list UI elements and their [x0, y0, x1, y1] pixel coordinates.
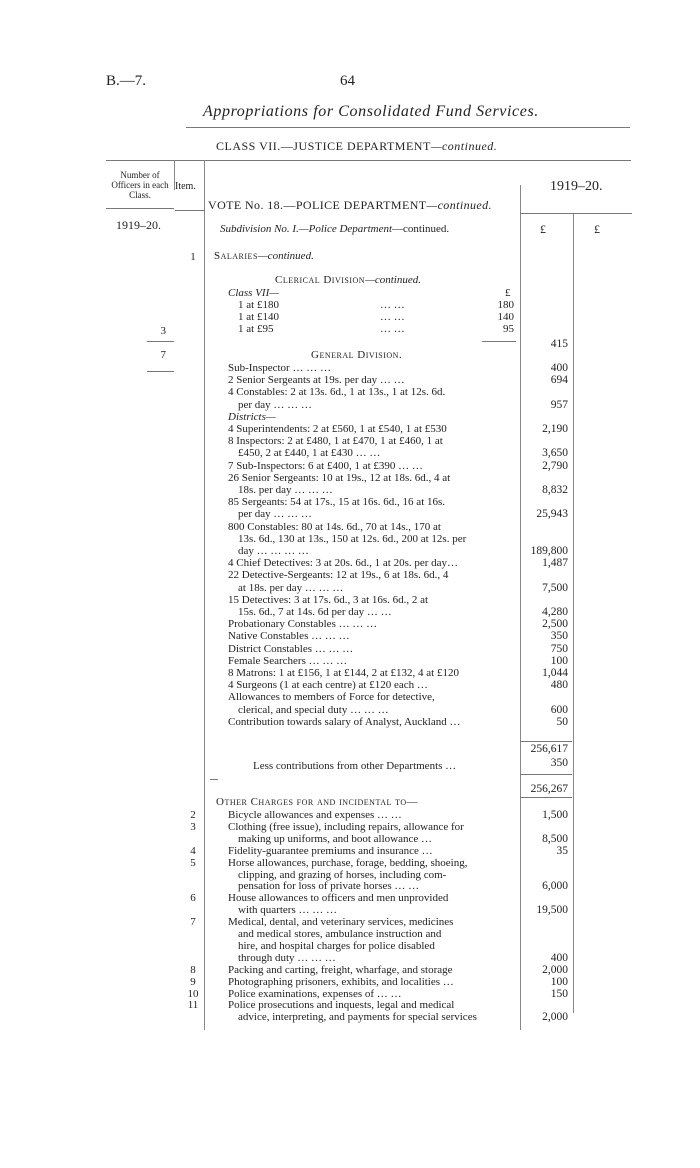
item-number: 5 [190, 856, 196, 869]
table-row [0, 845, 700, 857]
class-heading [216, 139, 497, 154]
pound-sign-col1: £ [540, 222, 546, 236]
row-description: advice, interpreting, and payments for special services [238, 1011, 477, 1024]
row-amount: 2,500 [542, 618, 568, 631]
row-description: per day … … … [238, 508, 312, 521]
table-row [0, 411, 700, 423]
row-description: 18s. per day … … … [238, 484, 333, 496]
net-rule-top [520, 774, 572, 775]
row-description: 2 Senior Sergeants at 19s. per day … … [228, 374, 405, 387]
page-number: 64 [340, 73, 355, 89]
table-row [0, 880, 700, 892]
row-amount: 2,000 [542, 1011, 568, 1024]
row-description: Districts— [228, 410, 276, 423]
class-heading-text: CLASS VII.—JUSTICE DEPARTMENT [216, 139, 431, 153]
row-description: £450, 2 at £440, 1 at £430 … … [238, 447, 381, 460]
row-description: 13s. 6d., 130 at 13s., 150 at 12s. 6d., 200 at 12s. per [238, 532, 467, 545]
row-description: clerical, and special duty … … … [238, 703, 389, 716]
salaries-net-total: 256,267 [530, 783, 568, 795]
row-description: Police prosecutions and inquests, legal and medical [228, 999, 455, 1012]
row-amount: 957 [550, 398, 568, 411]
row-amount: 6,000 [542, 880, 568, 893]
clerical-row-value: 180 [497, 299, 514, 311]
table-row [0, 809, 700, 821]
table-row [0, 399, 700, 411]
row-amount: 189,800 [530, 545, 568, 557]
row-amount: 19,500 [536, 904, 568, 917]
table-row [0, 435, 700, 447]
row-amount: 480 [550, 679, 568, 692]
table-row [0, 1011, 700, 1023]
row-amount: 350 [550, 630, 568, 643]
clerical-row-value: 140 [497, 311, 514, 323]
table-row [0, 999, 700, 1011]
table-row [0, 508, 700, 520]
row-description: 4 Surgeons (1 at each centre) at £120 each … [228, 679, 428, 692]
row-amount: 8,832 [542, 484, 568, 496]
row-amount: 2,190 [542, 423, 568, 435]
row-description: Clothing (free issue), including repairs, allowance for [228, 820, 464, 833]
table-row [0, 679, 700, 691]
other-charges-heading: Other Charges for and incidental to— [216, 796, 419, 808]
row-amount: 694 [550, 374, 568, 387]
row-amount: 1,487 [542, 557, 568, 570]
clerical-row-dots: … … [380, 311, 405, 323]
table-row [0, 569, 700, 581]
row-description: 26 Senior Sergeants: 10 at 19s., 12 at 18s. 6d., 4 at [228, 471, 451, 484]
row-description: Native Constables … … … [228, 630, 350, 643]
table-row [0, 704, 700, 716]
clerical-row-label: 1 at £95 [238, 323, 274, 335]
table-row [0, 557, 700, 569]
table-row [0, 521, 700, 533]
row-description: Allowances to members of Force for detective, [228, 691, 435, 704]
table-row [0, 928, 700, 940]
row-description: making up uniforms, and boot allowance … [238, 832, 432, 845]
row-description: Bicycle allowances and expenses … … [228, 809, 402, 821]
table-row [0, 916, 700, 928]
year-column-header: 1919–20. [550, 179, 603, 194]
item-number: 7 [190, 916, 196, 929]
clerical-row-label: 1 at £140 [238, 311, 279, 323]
clerical-row-dots: … … [380, 299, 405, 311]
row-amount: 750 [550, 642, 568, 655]
row-amount: 400 [550, 362, 568, 374]
table-row [0, 643, 700, 655]
table-row [0, 618, 700, 630]
table-row [0, 423, 700, 435]
salaries-heading-text: Salaries [214, 250, 258, 262]
subdivision-heading-continued: —continued. [392, 223, 450, 235]
row-description: Contribution towards salary of Analyst, Auckland … [228, 715, 461, 728]
vote-heading [208, 198, 492, 213]
subtotal-rule [520, 741, 572, 742]
subdivision-heading [220, 223, 449, 235]
row-amount: 4,280 [542, 606, 568, 618]
row-description: Sub-Inspector … … … [228, 362, 331, 374]
row-description: 15 Detectives: 3 at 17s. 6d., 3 at 16s. 6d., 2 at [228, 593, 429, 606]
item-number: 6 [190, 892, 196, 905]
table-row [0, 857, 700, 869]
row-amount: 100 [550, 975, 568, 988]
row-amount: 600 [550, 703, 568, 716]
officers-column-header: Number of Officers in each Class. [111, 170, 169, 200]
table-row [0, 582, 700, 594]
amount-header-rule [520, 213, 632, 214]
table-row [0, 655, 700, 667]
clerical-pound-sign: £ [505, 287, 511, 299]
table-row [0, 691, 700, 703]
table-row [0, 988, 700, 1000]
clerical-division-continued: —continued. [365, 274, 421, 286]
row-description: clipping, and grazing of horses, including com- [238, 868, 447, 881]
row-amount: 400 [550, 951, 568, 964]
table-row [0, 964, 700, 976]
row-description: at 18s. per day … … … [238, 581, 344, 594]
item-number: 8 [190, 963, 196, 976]
row-description: District Constables … … … [228, 642, 354, 655]
page-title: Appropriations for Consolidated Fund Services. [203, 103, 539, 120]
row-description: 22 Detective-Sergeants: 12 at 19s., 6 at 18s. 6d., 4 [228, 569, 449, 582]
table-row [0, 716, 700, 728]
officers-year-label: 1919–20. [116, 218, 161, 232]
row-description: pensation for loss of private horses … … [238, 880, 420, 893]
row-amount: 2,790 [542, 459, 568, 472]
row-description: 4 Constables: 2 at 13s. 6d., 1 at 13s., 1 at 12s. 6d. [228, 386, 446, 399]
item-column-header: Item. [175, 181, 196, 192]
clerical-division-heading [275, 274, 421, 286]
table-row [0, 606, 700, 618]
row-description: and medical stores, ambulance instruction and [238, 928, 442, 940]
class-heading-continued: —continued. [430, 139, 498, 153]
table-row [0, 594, 700, 606]
table-row [0, 545, 700, 557]
row-description: Photographing prisoners, exhibits, and localities … [228, 975, 454, 988]
row-description: 15s. 6d., 7 at 14s. 6d per day … … [238, 606, 392, 618]
row-description: 8 Matrons: 1 at £156, 1 at £144, 2 at £132, 4 at £120 [228, 667, 459, 679]
clerical-row-value: 95 [503, 323, 514, 335]
row-description: Female Searchers … … … [228, 654, 348, 667]
title-rule [186, 127, 630, 128]
item-number: 10 [187, 987, 199, 1000]
row-description: House allowances to officers and men unprovided [228, 892, 449, 905]
table-row [0, 821, 700, 833]
table-row [0, 869, 700, 881]
row-description: per day … … … [238, 398, 312, 411]
item-number: 3 [190, 820, 196, 833]
row-amount: 7,500 [542, 581, 568, 594]
item-number: 1 [190, 251, 196, 263]
row-description: 800 Constables: 80 at 14s. 6d., 70 at 14s., 170 at [228, 520, 441, 533]
table-row [0, 447, 700, 459]
row-description: Fidelity-guarantee premiums and insurance … [228, 844, 433, 857]
row-description: 4 Chief Detectives: 3 at 20s. 6d., 1 at 20s. per day… [228, 557, 459, 570]
row-description: 8 Inspectors: 2 at £480, 1 at £470, 1 at £460, 1 at [228, 435, 443, 448]
row-amount: 1,044 [542, 667, 568, 679]
general-division-heading: General Division. [311, 349, 403, 361]
table-row [0, 472, 700, 484]
general-officer-count: 7 [160, 349, 166, 361]
table-row [0, 833, 700, 845]
table-row [0, 940, 700, 952]
row-amount: 3,650 [542, 447, 568, 460]
row-description: 85 Sergeants: 54 at 17s., 15 at 16s. 6d., 16 at 16s. [228, 496, 446, 509]
row-description: Probationary Constables … … … [228, 618, 378, 631]
row-description: 4 Superintendents: 2 at £560, 1 at £540, 1 at £530 [228, 423, 447, 435]
row-amount: 35 [556, 844, 568, 857]
row-description: with quarters … … … [238, 904, 337, 917]
item-number: 4 [190, 844, 196, 857]
table-row [0, 386, 700, 398]
row-amount: 100 [550, 654, 568, 667]
table-row [0, 892, 700, 904]
table-row [0, 496, 700, 508]
table-row [0, 976, 700, 988]
row-amount: 50 [556, 715, 568, 728]
clerical-officer-count: 3 [160, 325, 166, 337]
table-row [0, 533, 700, 545]
clerical-sum-rule [482, 341, 516, 342]
table-row [0, 484, 700, 496]
row-description: Packing and carting, freight, wharfage, and storage [228, 963, 453, 976]
salaries-subtotal: 256,617 [530, 743, 568, 755]
row-amount: 2,000 [542, 963, 568, 976]
table-row [0, 362, 700, 374]
net-rule-bottom [520, 797, 572, 798]
clerical-total: 415 [550, 338, 568, 350]
less-contributions-amount: 350 [550, 757, 568, 769]
row-description: 7 Sub-Inspectors: 6 at £400, 1 at £390 … … [228, 459, 423, 472]
item-number: 2 [190, 809, 196, 821]
officer-count-rule [147, 341, 174, 342]
row-amount: 8,500 [542, 832, 568, 845]
pound-sign-col2: £ [594, 222, 600, 236]
table-row [0, 374, 700, 386]
row-description: hire, and hospital charges for police disabled [238, 939, 435, 952]
row-description: day … … … … [238, 545, 309, 557]
vote-heading-continued: —continued. [426, 198, 492, 212]
row-description: Medical, dental, and veterinary services, medicines [228, 916, 454, 929]
officers-header-rule [106, 208, 174, 209]
item-number: 11 [187, 999, 199, 1012]
report-reference: B.—7. [106, 73, 147, 89]
table-row [0, 630, 700, 642]
row-description: Horse allowances, purchase, forage, bedding, shoeing, [228, 856, 468, 869]
table-row [0, 460, 700, 472]
row-description: Police examinations, expenses of … … [228, 987, 402, 1000]
less-contributions-label: Less contributions from other Departments … [253, 760, 457, 772]
table-row [0, 904, 700, 916]
row-amount: 150 [550, 987, 568, 1000]
clerical-division-text: Clerical Division [275, 274, 366, 286]
class-seven-label: Class VII— [228, 287, 280, 299]
row-amount: 1,500 [542, 809, 568, 821]
row-amount: 25,943 [536, 508, 568, 521]
vote-heading-text: VOTE No. 18.—POLICE DEPARTMENT [208, 198, 427, 212]
row-description: through duty … … … [238, 951, 336, 964]
subdivision-heading-text: Subdivision No. I.—Police Department [220, 223, 393, 235]
other-charges-separator [210, 779, 218, 780]
clerical-row-dots: … … [380, 323, 405, 335]
salaries-heading-continued: —continued. [257, 250, 314, 262]
salaries-heading [214, 250, 314, 262]
item-header-rule [175, 210, 205, 211]
table-row [0, 667, 700, 679]
table-row [0, 952, 700, 964]
table-top-rule [106, 160, 631, 161]
clerical-row-label: 1 at £180 [238, 299, 279, 311]
item-number: 9 [190, 975, 196, 988]
